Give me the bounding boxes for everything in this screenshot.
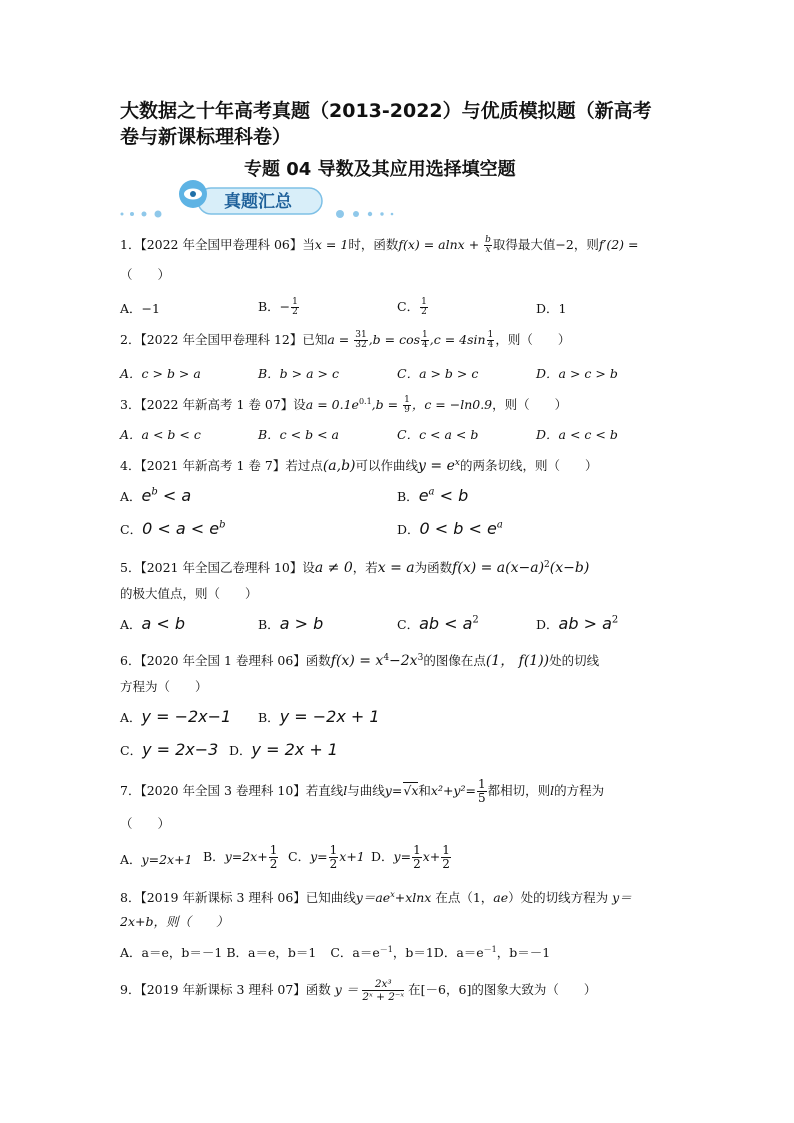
q8-options	[120, 943, 550, 961]
q1-mid: 时，函数	[348, 237, 399, 252]
question-1-line2: （ ）	[120, 267, 171, 282]
question-4: 4．【2021 年新高考 1 卷 7】若过点(a,b)可以作曲线$y = e^x$的两条切线，则（ ）	[120, 458, 598, 475]
section-banner	[118, 178, 398, 220]
q1-prefix: 1．【2022 年全国甲卷理科 06】当	[120, 237, 315, 252]
q1-suffix: 取得最大值−2，则	[492, 237, 599, 252]
q5-option-a: A．a < b	[120, 614, 186, 633]
q5-option-d: D．ab > $a^2$	[536, 614, 619, 633]
q7-option-d: D．y= $\frac{1}{2}$ x+ $\frac{1}{2}$	[371, 843, 450, 871]
banner-label: 真题汇总	[224, 192, 292, 212]
q5-option-c: C．ab < $a^2$	[397, 614, 479, 633]
banner-dots-left	[121, 211, 162, 218]
q3-option-d: D．a < c < b	[536, 427, 618, 442]
q6-option-c: C．y = 2x−3	[120, 740, 219, 759]
question-3: 3．【2022 年新高考 1 卷 07】设$a = 0.1e^{0.1},b$ = $\frac{1}{9}$ ，c = −ln0.9，则（ ）	[120, 395, 568, 416]
q1-ask: f′(2) =	[598, 237, 639, 252]
q4-option-b: B．$e^a < b$	[397, 486, 469, 505]
q1-frac: $\frac{b}{x}$	[485, 235, 491, 255]
question-5-line1: 5．【2021 年全国乙卷理科 10】设a ≠ 0，若x = a为函数$f(x) = a(x-a)^2(x-b)$	[120, 560, 590, 577]
q1-option-a: A．−1	[120, 301, 160, 316]
q3-option-b: B．c < b < a	[258, 427, 339, 442]
question-6-line1: 6．【2020 年全国 1 卷理科 06】函数$f(x) = x^4-2x^3$的图像在点(1， f(1))处的切线	[120, 653, 600, 670]
question-7-line2: （ ）	[120, 816, 171, 831]
q1-option-d: D．1	[536, 301, 567, 316]
q2-option-a: A．c > b > a	[120, 366, 201, 381]
q2-option-c: C．a > b > c	[397, 366, 479, 381]
q6-option-d: D．y = 2x + 1	[229, 740, 338, 759]
q1-func: f(x) = alnx +	[398, 237, 484, 252]
q3-option-c: C．c < a < b	[397, 427, 479, 442]
page-title-line2: 卷与新课标理科卷）	[120, 126, 292, 148]
q2-option-b: B．b > a > c	[258, 366, 339, 381]
question-5-line2: 的极大值点，则（ ）	[120, 586, 258, 601]
q1-option-b: B．− $\frac{1}{2}$	[258, 297, 298, 317]
banner-dots-right	[336, 210, 393, 218]
question-8-line1: 8．【2019 年新课标 3 理科 06】已知曲线$y=ae^x+xlnx$ 在点（1，ae）处的切线方程为 y＝	[120, 890, 632, 906]
question-2: 2．【2022 年全国甲卷理科 12】已知a = $\frac{31}{32}$ ,b = cos $\frac{1}{4}$ ,c = 4sin $\frac{1}{4}$ ，则（ ）	[120, 330, 571, 350]
q7-option-c: C．y= $\frac{1}{2}$ x+1	[288, 843, 365, 871]
question-9: 9．【2019 年新课标 3 理科 07】函数 y ＝ $\frac{\text{2x³}}{\text{2ˣ + 2⁻ˣ}}$ 在[－6，6]的图象大致为（ ）	[120, 978, 597, 1003]
page-subtitle: 专题 04 导数及其应用选择填空题	[244, 159, 516, 180]
q8-option-b: B．a＝e，b＝1	[226, 945, 317, 960]
q4-option-d: D．$0 < b < e^a$	[397, 519, 503, 538]
question-1-line1	[120, 236, 638, 255]
q6-option-a: A．y = −2x−1	[120, 707, 232, 726]
page-title-line1: 大数据之十年高考真题（2013-2022）与优质模拟题（新高考	[120, 100, 652, 122]
q8-option-d: D．$a=e^{-1}$，b＝－1	[433, 944, 551, 960]
q1-option-c: C． $\frac{1}{2}$	[397, 297, 427, 317]
q8-option-c: C．$a=e^{-1}$，b＝1	[330, 944, 434, 960]
q6-option-b: B．y = −2x + 1	[258, 707, 380, 726]
q5-option-b: B．a > b	[258, 614, 324, 633]
q2-option-d: D．a > c > b	[536, 366, 618, 381]
question-6-line2: 方程为（ ）	[120, 679, 208, 694]
q4-option-c: C．$0 < a < e^b$	[120, 519, 226, 538]
q7-option-a: A．y=2x+1	[120, 852, 193, 867]
q1-cond: x = 1	[314, 237, 349, 252]
q8-option-a: A．a＝e，b＝－1	[120, 945, 223, 960]
q3-option-a: A．a < b < c	[120, 427, 201, 442]
question-8-line2: 2x+b，则（ ）	[120, 914, 229, 929]
question-7-line1: 7．【2020 年全国 3 卷理科 10】若直线l与曲线y=√x和x²+y²= $\frac{1}{5}$ 都相切，则l的方程为	[120, 777, 605, 805]
q4-option-a: A．$e^b < a$	[120, 486, 192, 505]
q7-option-b: B．y=2x+ $\frac{1}{2}$	[203, 843, 278, 871]
